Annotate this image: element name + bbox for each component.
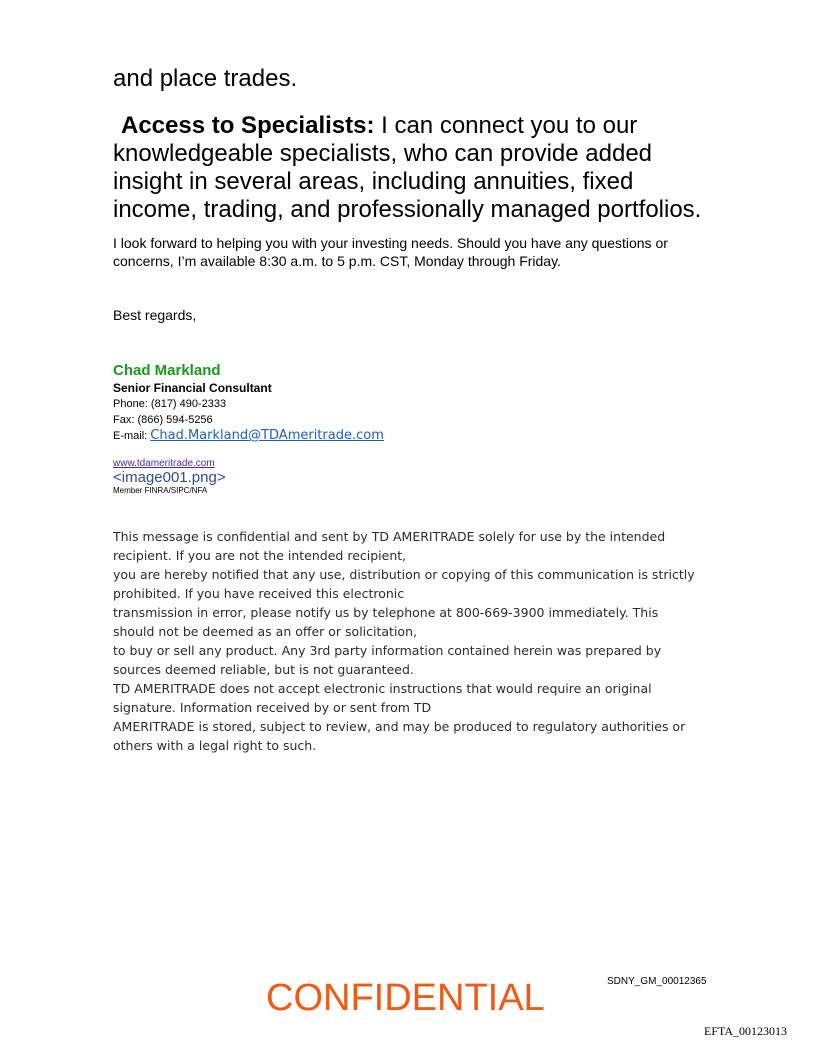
disclaimer-line: to buy or sell any product. Any 3rd party information contained herein was prepared by sources deemed reliable, but is not guaranteed. [113, 643, 662, 677]
signature-email-row [113, 428, 713, 444]
specialists-lead: Access to Specialists: [121, 112, 375, 139]
signature-website-link[interactable]: www.tdameritrade.com [113, 458, 215, 469]
bates-number: SDNY_GM_00012365 [607, 976, 707, 987]
signature-email-link[interactable]: Chad.Markland@TDAmeritrade.com [150, 428, 384, 443]
trades-line: and place trades. [113, 65, 298, 92]
signature-image-placeholder: <image001.png> [113, 469, 226, 486]
signature-name: Chad Markland [113, 362, 221, 379]
signature-fax: Fax: (866) 594-5256 [113, 414, 213, 426]
disclaimer-line: transmission in error, please notify us by telephone at 800-669-3900 immediately. This should not be deemed as an offer or solicitation, [113, 605, 659, 639]
signature-phone: Phone: (817) 490-2333 [113, 398, 227, 410]
signature-email-label: E-mail: [113, 430, 151, 442]
confidentiality-disclaimer [113, 527, 703, 755]
availability-paragraph: I look forward to helping you with your investing needs. Should you have any questions or concerns, I’m available 8:30 a.m. to 5 p.m. CST, Monday through Friday. [113, 235, 668, 269]
signature-member-line: Member FINRA/SIPC/NFA [113, 486, 208, 495]
disclaimer-line: This message is confidential and sent by TD AMERITRADE solely for use by the intended recipient. If you are not the intended recipient, [113, 529, 666, 563]
confidential-stamp: CONFIDENTIAL [266, 977, 545, 1019]
closing-line: Best regards, [113, 307, 197, 323]
disclaimer-line: TD AMERITRADE does not accept electronic instructions that would require an original signature. Information received by or sent from TD [113, 681, 652, 715]
disclaimer-line: you are hereby notified that any use, distribution or copying of this communication is strictly prohibited. If you have received this electronic [113, 567, 695, 601]
specialists-text: I can connect you to our knowledgeable specialists, who can provide added insight in several areas, including annuities, fixed income, trading, and professionally managed portfolios. [113, 112, 702, 223]
specialists-paragraph [113, 112, 713, 224]
efta-number: EFTA_00123013 [704, 1024, 788, 1038]
email-signature [113, 362, 713, 496]
signature-title: Senior Financial Consultant [113, 381, 272, 395]
disclaimer-line: AMERITRADE is stored, subject to review, and may be produced to regulatory authorities or others with a legal right to such. [113, 719, 686, 753]
